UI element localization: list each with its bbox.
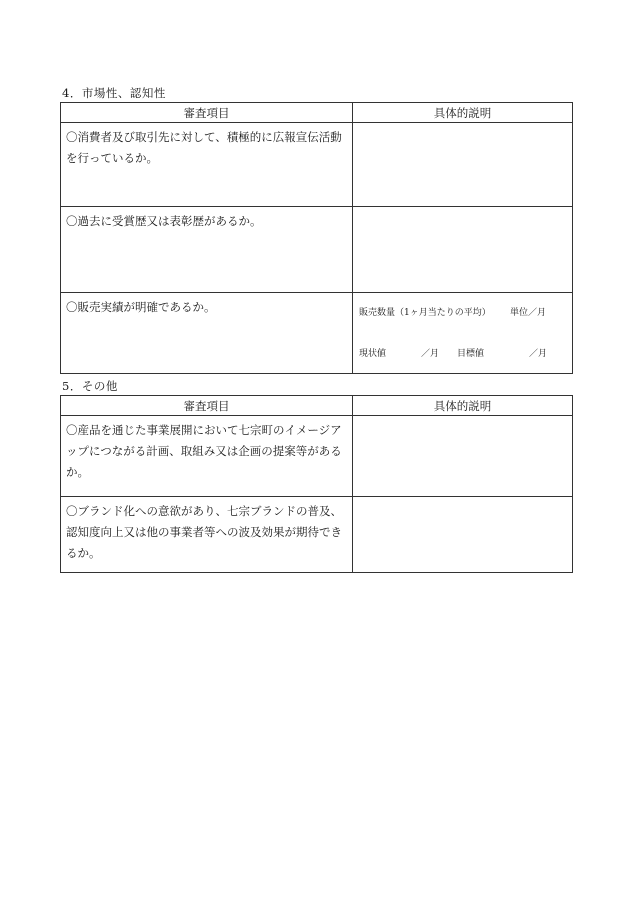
header-explanation: 具体的説明 — [353, 103, 573, 123]
sales-current-unit: ／月 — [421, 349, 440, 359]
explanation-field[interactable] — [353, 207, 573, 293]
review-item-text: 〇販売実績が明確であるか。 — [66, 300, 216, 314]
review-item-cell — [61, 123, 353, 207]
section-5-title: 5．その他 — [62, 379, 118, 393]
review-item-text: 〇消費者及び取引先に対して、積極的に広報宣伝活動を行っているか。 — [66, 130, 342, 165]
review-item-text: 〇ブランド化への意欲があり、七宗ブランドの普及、認知度向上又は他の事業者等への波及効果が期待できるか。 — [66, 504, 342, 560]
review-item-text: 〇産品を通じた事業展開において七宗町のイメージアップにつながる計画、取組み又は企画の提案等があるか。 — [66, 423, 342, 479]
sales-explanation-field[interactable] — [353, 293, 573, 374]
header-explanation: 具体的説明 — [353, 396, 573, 416]
table-row — [61, 123, 573, 207]
explanation-field[interactable] — [353, 497, 573, 573]
review-item-cell — [61, 207, 353, 293]
review-item-text: 〇過去に受賞歴又は表彰歴があるか。 — [66, 214, 262, 228]
table-row — [61, 207, 573, 293]
table-row — [61, 293, 573, 374]
explanation-field[interactable] — [353, 123, 573, 207]
sales-current-label: 現状値 — [359, 349, 387, 359]
table-row — [61, 416, 573, 497]
section-4-title: 4．市場性、認知性 — [62, 86, 166, 100]
table-header-row — [61, 103, 573, 123]
table-header-row — [61, 396, 573, 416]
review-item-cell — [61, 293, 353, 374]
section-4-table — [60, 102, 573, 374]
section-5-table — [60, 395, 573, 573]
sales-target-unit: ／月 — [529, 349, 548, 359]
header-review-item: 審査項目 — [61, 396, 353, 416]
sales-quantity-label: 販売数量（1ヶ月当たりの平均） — [359, 308, 491, 318]
review-item-cell — [61, 497, 353, 573]
sales-box — [353, 293, 572, 373]
sales-unit-label: 単位／月 — [510, 308, 547, 318]
table-row — [61, 497, 573, 573]
explanation-field[interactable] — [353, 416, 573, 497]
sales-target-label: 目標値 — [457, 349, 485, 359]
header-review-item: 審査項目 — [61, 103, 353, 123]
review-item-cell — [61, 416, 353, 497]
